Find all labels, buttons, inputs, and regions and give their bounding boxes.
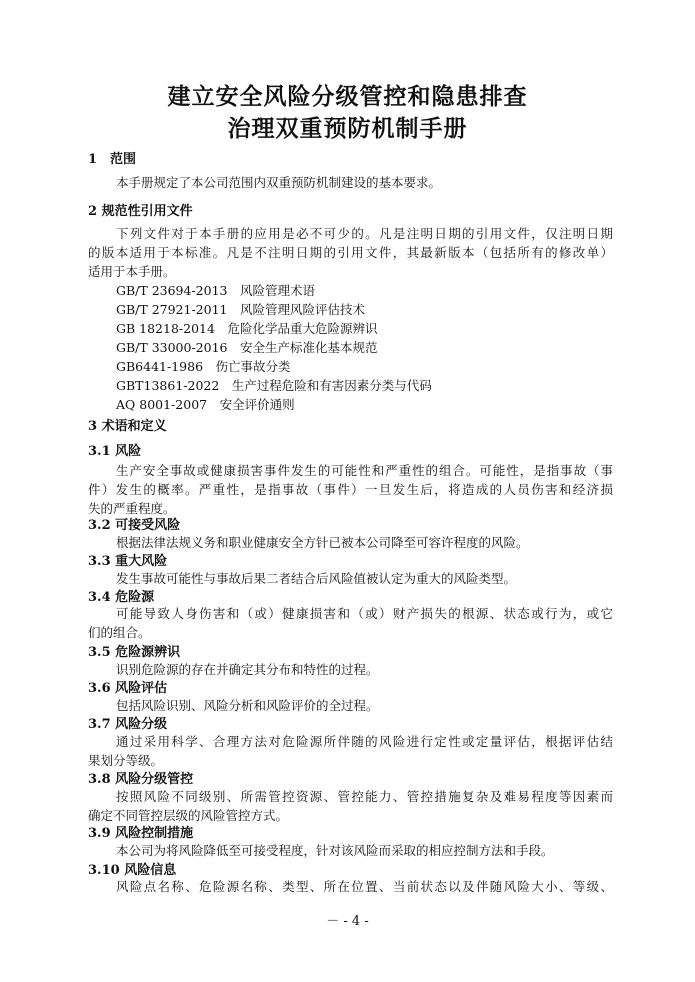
term-heading-risk-grading: 3.7 风险分级	[88, 717, 168, 732]
term-heading-control-measures: 3.9 风险控制措施	[88, 826, 194, 841]
term-risk-line2: 件）发生的概率。严重性，是指事故（事件）一旦发生后，将造成的人员伤害和经济损	[88, 482, 613, 497]
reference-item: GB/T 23694-2013 风险管理术语	[116, 283, 315, 298]
document-title-line1: 建立安全风险分级管控和隐患排查	[167, 83, 528, 110]
reference-item: GB6441-1986 伤亡事故分类	[116, 359, 291, 374]
term-risk-line1: 生产安全事故或健康损害事件发生的可能性和严重性的组合。可能性，是指事故（事	[116, 463, 613, 478]
term-risk-line3: 失的严重程度。	[88, 501, 176, 516]
term-risk-grading-line2: 果划分等级。	[88, 753, 164, 768]
reference-item: GB/T 27921-2011 风险管理风险评估技术	[116, 302, 365, 317]
reference-item: GB 18218-2014 危险化学品重大危险源辨识	[116, 321, 378, 336]
term-major-risk-line1: 发生事故可能性与事故后果二者结合后风险值被认定为重大的风险类型。	[116, 571, 517, 586]
term-heading-major-risk: 3.3 重大风险	[88, 554, 168, 569]
reference-item: AQ 8001-2007 安全评价通则	[116, 397, 295, 412]
term-hazard-identification-line1: 识别危险源的存在并确定其分布和特性的过程。	[116, 662, 379, 677]
term-heading-risk: 3.1 风险	[88, 444, 142, 459]
references-paragraph-line3: 适用于本手册。	[88, 264, 176, 279]
scope-paragraph: 本手册规定了本公司范围内双重预防机制建设的基本要求。	[116, 175, 442, 190]
term-hazard-line2: 们的组合。	[88, 625, 151, 640]
term-heading-acceptable-risk: 3.2 可接受风险	[88, 518, 181, 533]
page-number: － - 4 -	[326, 914, 369, 929]
section-heading-terms: 3 术语和定义	[88, 419, 167, 434]
term-graded-control-line1: 按照风险不同级别、所需管控资源、管控能力、管控措施复杂及难易程度等因素而	[116, 789, 613, 804]
term-risk-information-line1: 风险点名称、危险源名称、类型、所在位置、当前状态以及伴随风险大小、等级、	[116, 879, 613, 894]
term-heading-risk-information: 3.10 风险信息	[88, 863, 177, 878]
term-acceptable-risk-line1: 根据法律法规义务和职业健康安全方针已被本公司降至可容许程度的风险。	[116, 535, 529, 550]
term-risk-grading-line1: 通过采用科学、合理方法对危险源所伴随的风险进行定性或定量评估，根据评估结	[116, 734, 613, 749]
reference-item: GB/T 33000-2016 安全生产标准化基本规范	[116, 340, 378, 355]
references-paragraph-line2: 的版本适用于本标准。凡是不注明日期的引用文件，其最新版本（包括所有的修改单）	[88, 245, 613, 260]
term-heading-hazard-identification: 3.5 危险源辨识	[88, 645, 181, 660]
term-control-measures-line1: 本公司为将风险降低至可接受程度，针对该风险而采取的相应控制方法和手段。	[116, 843, 554, 858]
term-graded-control-line2: 确定不同管控层级的风险管控方式。	[88, 808, 289, 823]
references-paragraph-line1: 下列文件对于本手册的应用是必不可少的。凡是注明日期的引用文件，仅注明日期	[116, 226, 613, 241]
section-heading-references: 2 规范性引用文件	[88, 204, 193, 219]
term-heading-hazard: 3.4 危险源	[88, 590, 155, 605]
section-heading-scope: 1 范围	[88, 152, 137, 167]
term-risk-assessment-line1: 包括风险识别、风险分析和风险评价的全过程。	[116, 698, 379, 713]
term-hazard-line1: 可能导致人身伤害和（或）健康损害和（或）财产损失的根源、状态或行为，或它	[116, 606, 613, 621]
term-heading-risk-assessment: 3.6 风险评估	[88, 681, 168, 696]
term-heading-graded-control: 3.8 风险分级管控	[88, 772, 194, 787]
document-title-line2: 治理双重预防机制手册	[227, 115, 468, 142]
reference-item: GBT13861-2022 生产过程危险和有害因素分类与代码	[116, 378, 432, 393]
